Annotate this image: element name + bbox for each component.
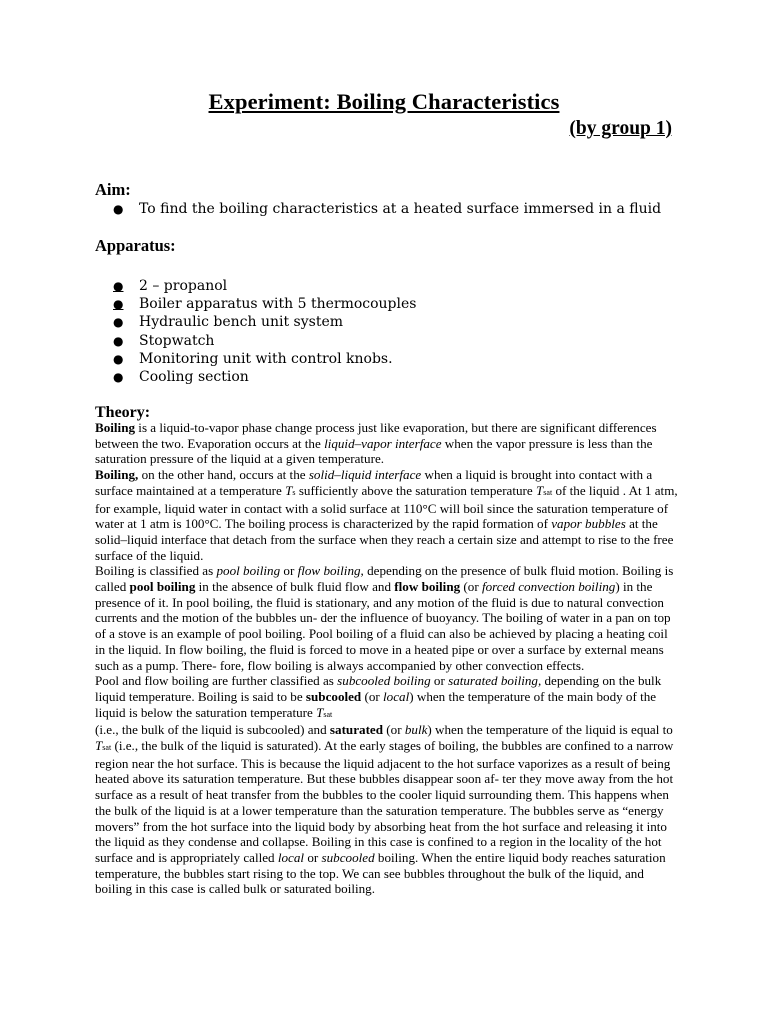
bold-term: pool boiling [129, 579, 196, 595]
theory-body [95, 420, 680, 897]
apparatus-item-text: 2 – propanol [139, 278, 228, 294]
theory-paragraph [95, 420, 680, 467]
apparatus-item-text: Hydraulic bench unit system [139, 314, 344, 331]
theory-paragraph [95, 467, 680, 563]
theory-paragraph [95, 673, 680, 722]
paragraph-text: of the liquid . At 1 atm, for example, liquid water in contact with a solid surface at 110°C will boil since the saturation temperature of water at 1 atm is 100°C. The boiling process is characterized by the rapid formation of [95, 482, 678, 532]
apparatus-item [113, 332, 713, 350]
bullet-icon: ● [113, 297, 124, 312]
italic-term: bulk [404, 722, 428, 738]
bold-term: saturated [329, 722, 384, 738]
italic-term: subcooled boiling [337, 673, 431, 689]
group-subtitle: (by group 1) [569, 118, 672, 139]
symbol-ts: T [285, 482, 293, 498]
paragraph-text: when a liquid is brought into contact with a surface maintained at a temperature [95, 467, 653, 498]
paragraph-text: boiling. When the entire liquid body reaches saturation temperature, the bubbles start rising to the top. We can see bubbles throughout the bulk of the liquid, and boiling in this case is called bulk or saturated boiling. [95, 849, 666, 897]
apparatus-item [113, 277, 713, 295]
apparatus-heading: Apparatus: [95, 236, 176, 255]
symbol-subscript: s [292, 487, 296, 497]
paragraph-text: Pool and flow boiling are further classified as [95, 673, 338, 689]
apparatus-item-text: Monitoring unit with control knobs. [139, 350, 393, 367]
paragraph-text: depending on the bulk liquid temperature. Boiling is said to be [95, 673, 662, 704]
theory-paragraph [95, 722, 680, 897]
bullet-icon: ● [113, 370, 124, 385]
paragraph-text: on the other hand, occurs at the [138, 467, 309, 483]
italic-term: vapor bubbles [551, 516, 626, 532]
apparatus-list [113, 277, 713, 386]
italic-term: flow boiling, [297, 563, 364, 579]
paragraph-text: (or [361, 688, 384, 704]
document-title: Experiment: Boiling Characteristics [208, 89, 560, 114]
bullet-icon: ● [113, 333, 124, 348]
paragraph-text: (or [460, 579, 482, 595]
paragraph-text: or [304, 849, 322, 865]
bold-term: flow boiling [394, 579, 461, 595]
symbol-subscript: sat [543, 487, 553, 497]
symbol-subscript: sat [323, 709, 333, 719]
paragraph-text: in the absence of bulk fluid flow and [195, 579, 395, 595]
symbol-subscript: sat [102, 743, 112, 753]
paragraph-text: Boiling is classified as [95, 563, 217, 579]
aim-list [113, 200, 713, 218]
apparatus-item-text: Boiler apparatus with 5 thermocouples [139, 296, 417, 313]
paragraph-text: (i.e., the bulk of the liquid is saturated). At the early stages of boiling, the bubbles are confined to a narrow region near the hot surface. This is because the liquid adjacent to the hot surface vaporizes as a result of being heated above its saturation temperature. But these bubbles disappear soon af- ter they move away from the hot surface as a result of heat transfer from the bubbles to the cooler liquid surrounding them. This happens when the bulk of the liquid is at a lower temperature than the saturation temperature. The bubbles serve as “energy movers” from the hot surface into the liquid body by absorbing heat from the hot surface and releasing it into the liquid as they condense and collapse. Boiling in this case is confined to a region in the locality of the hot surface and is appropriately called [95, 738, 674, 865]
apparatus-item-text: Stopwatch [139, 332, 215, 349]
apparatus-item [113, 368, 713, 386]
italic-term: liquid–vapor interface [324, 435, 442, 451]
bullet-icon: ● [113, 279, 124, 293]
italic-term: pool boiling [216, 563, 281, 579]
italic-term: local [383, 688, 410, 704]
apparatus-item [113, 313, 713, 331]
paragraph-text: or [280, 563, 298, 579]
italic-term: forced convection boiling [481, 579, 616, 595]
bold-term: Boiling [95, 420, 136, 435]
aim-heading: Aim: [95, 180, 131, 199]
bold-term: subcooled [305, 688, 362, 704]
symbol-tsat: T [316, 704, 324, 720]
paragraph-text: ) when the temperature of the main body of the liquid is below the saturation temperature [95, 688, 657, 720]
symbol-tsat: T [536, 482, 544, 498]
paragraph-text: or [430, 673, 449, 689]
apparatus-item-text: Cooling section [139, 369, 249, 386]
paragraph-text: when the vapor pressure is less than the saturation pressure of the liquid at a given temperature. [95, 435, 653, 467]
italic-term: subcooled [321, 849, 375, 865]
symbol-tsat: T [95, 738, 103, 754]
bold-term: Boiling, [95, 467, 139, 483]
paragraph-text: sufficiently above the saturation temperature [295, 482, 536, 498]
paragraph-text: (i.e., the bulk of the liquid is subcooled) and [95, 722, 330, 738]
bullet-icon: ● [113, 351, 124, 366]
bullet-icon: ● [113, 315, 124, 330]
aim-item-text: To find the boiling characteristics at a heated surface immersed in a fluid [139, 201, 662, 217]
paragraph-text: at the solid–liquid interface that detach from the surface when they reach a certain size and attempt to rise to the free surface of the liquid. [95, 516, 674, 563]
apparatus-item [113, 350, 713, 368]
apparatus-item [113, 295, 713, 313]
bullet-icon: ● [113, 202, 124, 216]
italic-term: solid–liquid interface [308, 467, 422, 483]
italic-term: local [277, 849, 305, 865]
paragraph-text: (or [383, 722, 405, 738]
aim-item [113, 200, 713, 218]
italic-term: saturated boiling, [448, 673, 542, 689]
paragraph-text: ) when the temperature of the liquid is equal to [427, 722, 673, 738]
paragraph-text: depending on the presence of bulk fluid motion. Boiling is called [95, 563, 674, 595]
theory-paragraph [95, 563, 680, 673]
theory-heading: Theory: [95, 404, 151, 421]
paragraph-text: ) in the presence of it. In pool boiling, the fluid is stationary, and any motion of the fluid is due to natural convection currents and the motion of the bubbles un- der the influence of buoyancy. The boiling of water in a pan on top of a stove is an example of pool boiling. Pool boiling of a fluid can also be achieved by placing a heating coil in the liquid. In flow boiling, the fluid is forced to move in a heated pipe or over a surface by external means such as a pump. There- fore, flow boiling is always accompanied by other convection effects. [95, 579, 671, 673]
paragraph-text: is a liquid-to-vapor phase change process just like evaporation, but there are significant differences between the two. Evaporation occurs at the [95, 420, 657, 451]
